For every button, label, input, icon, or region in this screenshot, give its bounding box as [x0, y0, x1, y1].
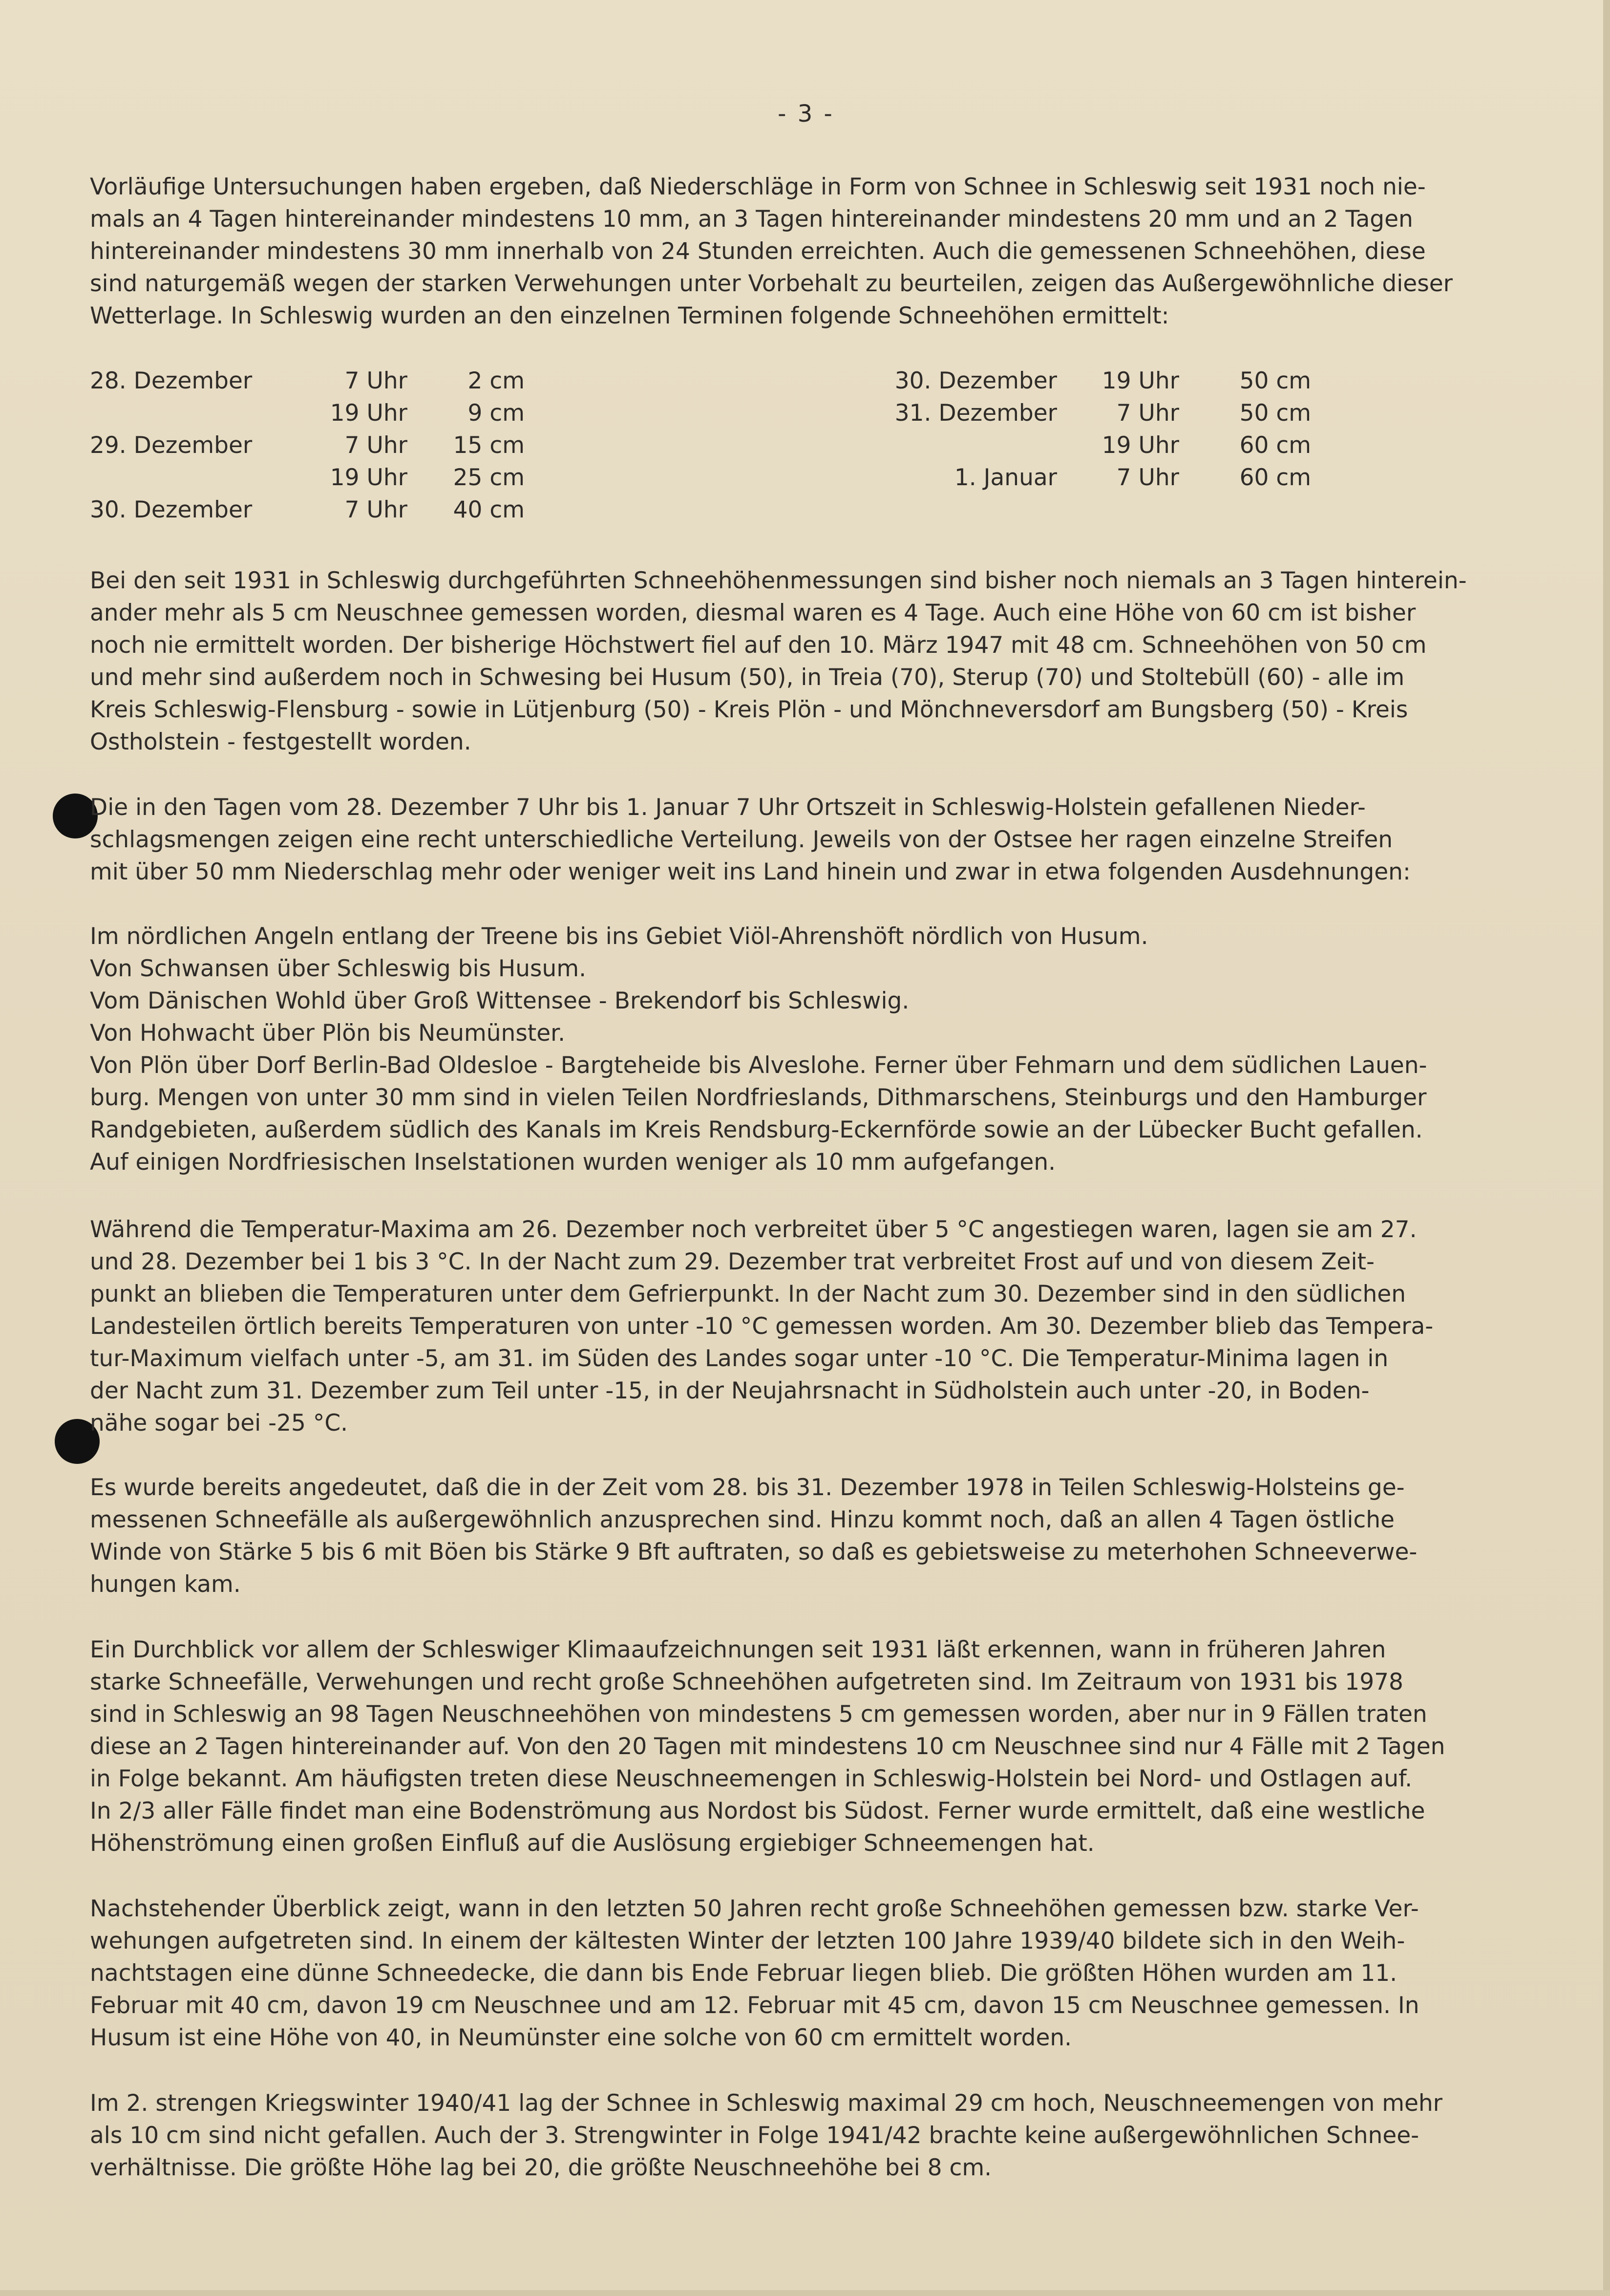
table-time: 7 Uhr — [1116, 400, 1179, 427]
text-line: der Nacht zum 31. Dezember zum Teil unter -15, in der Neujahrsnacht in Südholstein auch unter -20, in Boden- — [90, 1377, 1370, 1404]
page-edge-bottom — [0, 2290, 1610, 2296]
text-line: tur-Maximum vielfach unter -5, am 31. im Süden des Landes sogar unter -10 °C. Die Temperatur-Minima lagen in — [90, 1345, 1389, 1372]
text-line: Kreis Schleswig-Flensburg - sowie in Lütjenburg (50) - Kreis Plön - und Mönchneversdorf am Bungsberg (50) - Kreis — [90, 696, 1408, 723]
text-line: als 10 cm sind nicht gefallen. Auch der 3. Strengwinter in Folge 1941/42 brachte keine außergewöhnlichen Schnee- — [90, 2122, 1419, 2149]
text-line: und mehr sind außerdem noch in Schwesing bei Husum (50), in Treia (70), Sterup (70) und Stoltebüll (60) - alle im — [90, 664, 1405, 691]
table-time: 19 Uhr — [1102, 432, 1179, 459]
text-line: mals an 4 Tagen hintereinander mindestens 10 mm, an 3 Tagen hintereinander mindestens 20 mm und an 2 Tagen — [90, 206, 1413, 233]
text-line: noch nie ermittelt worden. Der bisherige Höchstwert fiel auf den 10. März 1947 mit 48 cm. Schneehöhen von 50 cm — [90, 632, 1427, 659]
text-line: sind in Schleswig an 98 Tagen Neuschneehöhen von mindestens 5 cm gemessen worden, aber nur in 9 Fällen traten — [90, 1701, 1427, 1728]
text-line: punkt an blieben die Temperaturen unter dem Gefrierpunkt. In der Nacht zum 30. Dezember sind in den südlichen — [90, 1281, 1406, 1308]
table-depth: 50 cm — [1239, 400, 1311, 427]
table-depth: 15 cm — [453, 432, 525, 459]
text-line: Ostholstein - festgestellt worden. — [90, 729, 471, 755]
text-line: Februar mit 40 cm, davon 19 cm Neuschnee und am 12. Februar mit 45 cm, davon 15 cm Neuschnee gemessen. In — [90, 1992, 1419, 2019]
text-line: Von Hohwacht über Plön bis Neumünster. — [90, 1020, 566, 1047]
text-line: nachtstagen eine dünne Schneedecke, die dann bis Ende Februar liegen blieb. Die größten Höhen wurden am 11. — [90, 1960, 1398, 1987]
table-depth: 50 cm — [1239, 367, 1311, 394]
paragraph-3 — [90, 792, 1496, 888]
text-line: Randgebieten, außerdem südlich des Kanals im Kreis Rendsburg-Eckernförde sowie an der Lübecker Bucht gefallen. — [90, 1116, 1423, 1143]
text-line: Bei den seit 1931 in Schleswig durchgeführten Schneehöhenmessungen sind bisher noch niemals an 3 Tagen hinterein- — [90, 567, 1467, 594]
paragraph-6 — [90, 1472, 1496, 1601]
text-line: Höhenströmung einen großen Einfluß auf die Auslösung ergiebiger Schneemengen hat. — [90, 1830, 1095, 1857]
text-line: Wetterlage. In Schleswig wurden an den einzelnen Terminen folgende Schneehöhen ermittelt: — [90, 302, 1169, 329]
text-line: in Folge bekannt. Am häufigsten treten diese Neuschneemengen in Schleswig-Holstein bei Nord- und Ostlagen auf. — [90, 1765, 1413, 1792]
text-line: hungen kam. — [90, 1571, 241, 1598]
text-line: hintereinander mindestens 30 mm innerhalb von 24 Stunden erreichten. Auch die gemessenen Schneehöhen, diese — [90, 238, 1426, 265]
table-time: 7 Uhr — [344, 432, 407, 459]
paragraph-2 — [90, 565, 1496, 758]
text-line: Landesteilen örtlich bereits Temperaturen von unter -10 °C gemessen worden. Am 30. Dezember blieb das Tempera- — [90, 1313, 1434, 1340]
table-time: 7 Uhr — [1116, 464, 1179, 491]
text-line: Die in den Tagen vom 28. Dezember 7 Uhr bis 1. Januar 7 Uhr Ortszeit in Schleswig-Holstein gefallenen Nieder- — [90, 794, 1366, 821]
text-line: Husum ist eine Höhe von 40, in Neumünster eine solche von 60 cm ermittelt worden. — [90, 2024, 1072, 2051]
table-time: 19 Uhr — [1102, 367, 1179, 394]
paragraph-8 — [90, 1893, 1496, 2054]
text-line: ander mehr als 5 cm Neuschnee gemessen worden, diesmal waren es 4 Tage. Auch eine Höhe von 60 cm ist bisher — [90, 600, 1416, 626]
text-line: schlagsmengen zeigen eine recht unterschiedliche Verteilung. Jeweils von der Ostsee her ragen einzelne Streifen — [90, 826, 1393, 853]
text-line: wehungen aufgetreten sind. In einem der kältesten Winter der letzten 100 Jahre 1939/40 bildete sich in den Weih- — [90, 1928, 1405, 1954]
table-depth: 2 cm — [467, 367, 525, 394]
text-line: Von Schwansen über Schleswig bis Husum. — [90, 955, 587, 982]
text-line: Winde von Stärke 5 bis 6 mit Böen bis Stärke 9 Bft auftraten, so daß es gebietsweise zu meterhohen Schneeverwe- — [90, 1539, 1418, 1566]
page-edge-right — [1603, 0, 1610, 2296]
text-line: mit über 50 mm Niederschlag mehr oder weniger weit ins Land hinein und zwar in etwa folgenden Ausdehnungen: — [90, 858, 1411, 885]
table-depth: 25 cm — [453, 464, 525, 491]
table-depth: 60 cm — [1239, 464, 1311, 491]
text-line: burg. Mengen von unter 30 mm sind in vielen Teilen Nordfrieslands, Dithmarschens, Steinburgs und den Hamburger — [90, 1084, 1427, 1111]
text-line: Nachstehender Überblick zeigt, wann in den letzten 50 Jahren recht große Schneehöhen gemessen bzw. starke Ver- — [90, 1895, 1419, 1922]
table-date: 30. Dezember — [894, 367, 1057, 394]
table-date: 31. Dezember — [894, 400, 1057, 427]
text-line: Auf einigen Nordfriesischen Inselstationen wurden weniger als 10 mm aufgefangen. — [90, 1149, 1056, 1176]
text-line: diese an 2 Tagen hintereinander auf. Von den 20 Tagen mit mindestens 10 cm Neuschnee sind nur 4 Fälle mit 2 Tagen — [90, 1733, 1445, 1760]
paragraph-7 — [90, 1634, 1496, 1860]
text-line: messenen Schneefälle als außergewöhnlich anzusprechen sind. Hinzu kommt noch, daß an allen 4 Tagen östliche — [90, 1506, 1395, 1533]
text-line: In 2/3 aller Fälle findet man eine Bodenströmung aus Nordost bis Südost. Ferner wurde ermittelt, daß eine westliche — [90, 1798, 1425, 1824]
text-line: und 28. Dezember bei 1 bis 3 °C. In der Nacht zum 29. Dezember trat verbreitet Frost auf und von diesem Zeit- — [90, 1248, 1375, 1275]
table-time: 19 Uhr — [330, 464, 407, 491]
table-time: 7 Uhr — [344, 367, 407, 394]
text-line: Es wurde bereits angedeutet, daß die in der Zeit vom 28. bis 31. Dezember 1978 in Teilen Schleswig-Holsteins ge- — [90, 1474, 1405, 1501]
text-line: Vorläufige Untersuchungen haben ergeben, daß Niederschläge in Form von Schnee in Schleswig seit 1931 noch nie- — [90, 173, 1426, 200]
text-line: Während die Temperatur-Maxima am 26. Dezember noch verbreitet über 5 °C angestiegen waren, lagen sie am 27. — [90, 1216, 1417, 1243]
paragraph-4 — [90, 921, 1496, 1179]
text-line: starke Schneefälle, Verwehungen und recht große Schneehöhen aufgetreten sind. Im Zeitraum von 1931 bis 1978 — [90, 1669, 1403, 1695]
page-number: - 3 - — [778, 100, 834, 128]
text-line: Vom Dänischen Wohld über Groß Wittensee - Brekendorf bis Schleswig. — [90, 987, 910, 1014]
text-line: sind naturgemäß wegen der starken Verwehungen unter Vorbehalt zu beurteilen, zeigen das Außergewöhnliche dieser — [90, 270, 1453, 297]
paragraph-9 — [90, 2087, 1496, 2184]
table-depth: 9 cm — [467, 400, 525, 427]
text-line: Von Plön über Dorf Berlin-Bad Oldesloe - Bargteheide bis Alveslohe. Ferner über Fehmarn und dem südlichen Lauen- — [90, 1052, 1427, 1079]
text-line: nähe sogar bei -25 °C. — [90, 1410, 348, 1437]
table-date: 1. Januar — [954, 464, 1057, 491]
paragraph-5 — [90, 1214, 1496, 1439]
table-date: 28. Dezember — [90, 367, 253, 394]
text-line: Im nördlichen Angeln entlang der Treene bis ins Gebiet Viöl-Ahrenshöft nördlich von Husum. — [90, 923, 1148, 950]
table-time: 19 Uhr — [330, 400, 407, 427]
paragraph-1 — [90, 171, 1496, 332]
table-time: 7 Uhr — [344, 496, 407, 523]
table-depth: 60 cm — [1239, 432, 1311, 459]
table-date: 29. Dezember — [90, 432, 253, 459]
table-depth: 40 cm — [453, 496, 525, 523]
text-line: Ein Durchblick vor allem der Schleswiger Klimaaufzeichnungen seit 1931 läßt erkennen, wann in früheren Jahren — [90, 1636, 1386, 1663]
text-line: verhältnisse. Die größte Höhe lag bei 20, die größte Neuschneehöhe bei 8 cm. — [90, 2154, 992, 2181]
text-line: Im 2. strengen Kriegswinter 1940/41 lag der Schnee in Schleswig maximal 29 cm hoch, Neuschneemengen von mehr — [90, 2090, 1443, 2117]
table-date: 30. Dezember — [90, 496, 253, 523]
snow-depth-table — [90, 367, 1360, 534]
